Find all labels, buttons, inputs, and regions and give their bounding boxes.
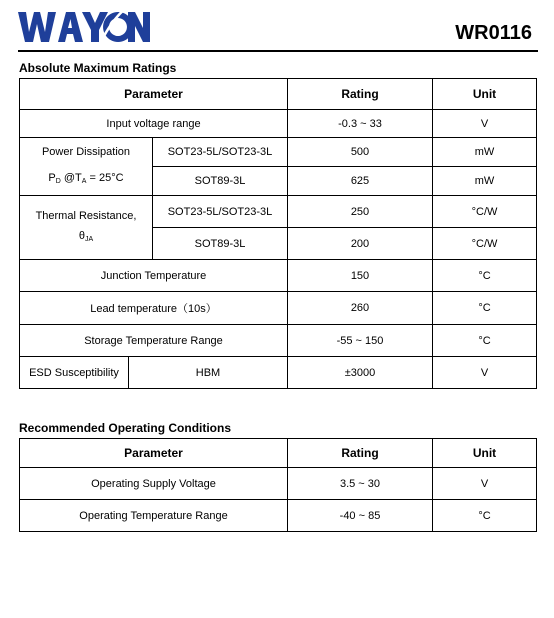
power-dissipation-label: Power Dissipation [41,145,131,158]
table-row [20,260,537,292]
table-header-row [20,439,537,468]
thermal-resistance-symbol: $\theta_{JA}$ [78,229,94,243]
header-unit: Unit [433,79,537,110]
table-row [20,196,537,228]
param-cell: Input voltage range [20,110,288,138]
part-number: WR0116 [455,22,532,44]
power-dissipation-cell [20,138,153,196]
unit-cell: mW [433,167,537,196]
rating-cell: 500 [288,138,433,167]
table-row [20,325,537,357]
esd-split-cell [20,357,288,389]
param-cell: Storage Temperature Range [20,325,288,357]
wayon-logo [18,6,150,46]
package-cell: SOT23-5L/SOT23-3L [153,138,288,167]
param-cell: Operating Temperature Range [20,500,288,532]
rating-cell: 200 [288,228,433,260]
header-rating: Rating [288,79,433,110]
unit-cell: °C [433,325,537,357]
rating-cell: ±3000 [288,357,433,389]
rating-cell: 625 [288,167,433,196]
rating-cell: 260 [288,292,433,325]
rating-cell: -40 ~ 85 [288,500,433,532]
table-row [20,500,537,532]
rating-cell: 150 [288,260,433,292]
abs-max-table [19,78,537,389]
header-rating: Rating [288,439,433,468]
header-unit: Unit [433,439,537,468]
unit-cell: V [433,110,537,138]
rating-cell: 250 [288,196,433,228]
unit-cell: °C/W [433,196,537,228]
wayon-logo-graphic [18,6,150,46]
rating-cell: -55 ~ 150 [288,325,433,357]
unit-cell: V [433,468,537,500]
esd-model: HBM [195,366,221,379]
unit-cell: °C [433,500,537,532]
unit-cell: °C [433,292,537,325]
unit-cell: °C/W [433,228,537,260]
package-cell: SOT89-3L [153,228,288,260]
package-cell: SOT23-5L/SOT23-3L [153,196,288,228]
unit-cell: °C [433,260,537,292]
abs-max-title: Absolute Maximum Ratings [19,61,177,75]
rec-op-table [19,438,537,532]
table-row [20,110,537,138]
param-cell: Junction Temperature [20,260,288,292]
thermal-resistance-label: Thermal Resistance, [35,209,137,222]
table-row [20,138,537,167]
esd-param: ESD Susceptibility [20,357,129,388]
rec-op-title: Recommended Operating Conditions [19,421,232,435]
table-row [20,357,537,389]
thermal-resistance-cell [20,196,153,260]
table-header-row [20,79,537,110]
param-cell: Operating Supply Voltage [20,468,288,500]
table-row [20,292,537,325]
header-parameter: Parameter [20,439,288,468]
package-cell: SOT89-3L [153,167,288,196]
table-row [20,468,537,500]
rating-cell: -0.3 ~ 33 [288,110,433,138]
power-dissipation-condition: $P_D$ $@T_A = 25^\circ C$ [48,171,124,185]
unit-cell: mW [433,138,537,167]
unit-cell: V [433,357,537,389]
rating-cell: 3.5 ~ 30 [288,468,433,500]
header-divider [18,50,538,52]
param-cell: Lead temperature（10s） [20,292,288,325]
header-parameter: Parameter [20,79,288,110]
